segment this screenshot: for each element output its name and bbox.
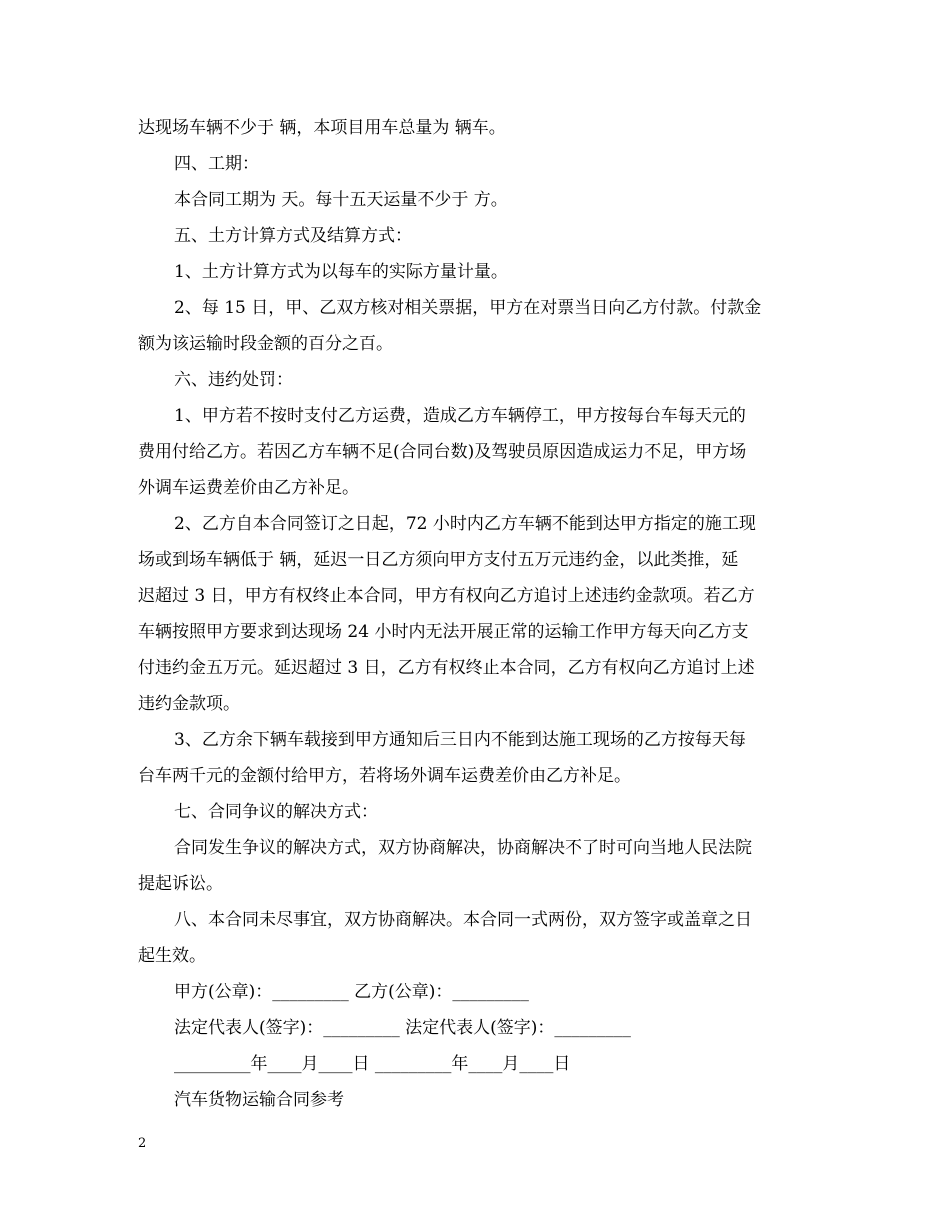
page-number: 2: [138, 1136, 147, 1151]
text-line-13: 场或到场车辆低于 辆，延迟一日乙方须向甲方支付五万元违约金，以此类推，延: [138, 550, 739, 570]
text-line-14: 迟超过 3 日，甲方有权终止本合同，甲方有权向乙方追讨上述违约金款项。若乙方: [138, 586, 755, 606]
text-line-12: 2、乙方自本合同签订之日起，72 小时内乙方车辆不能到达甲方指定的施工现: [174, 514, 756, 534]
text-line-10: 费用付给乙方。若因乙方车辆不足(合同台数)及驾驶员原因造成运力不足，甲方场: [138, 442, 747, 462]
section-heading-dispute: 七、合同争议的解决方式：: [174, 802, 378, 822]
text-line-16: 付违约金五万元。延迟超过 3 日，乙方有权终止本合同，乙方有权向乙方追讨上述: [138, 658, 755, 678]
text-line-18: 3、乙方余下辆车载接到甲方通知后三日内不能到达施工现场的乙方按每天每: [174, 730, 746, 750]
signature-seal-line: 甲方(公章)：_________ 乙方(公章)：_________: [174, 982, 529, 1002]
text-line-1: 达现场车辆不少于 辆，本项目用车总量为 辆车。: [138, 118, 506, 138]
signature-representative-line: 法定代表人(签字)：_________ 法定代表人(签字)：_________: [174, 1018, 631, 1038]
text-line-21: 合同发生争议的解决方式，双方协商解决，协商解决不了时可向当地人民法院: [174, 838, 752, 858]
text-line-19: 台车两千元的金额付给甲方，若将场外调车运费差价由乙方补足。: [138, 766, 631, 786]
text-line-22: 提起诉讼。: [138, 874, 223, 894]
document-body: [138, 110, 810, 1118]
text-line-24: 起生效。: [138, 946, 206, 966]
text-line-15: 车辆按照甲方要求到达现场 24 小时内无法开展正常的运输工作甲方每天向乙方支: [138, 622, 749, 642]
text-line-5: 1、土方计算方式为以每车的实际方量计量。: [174, 262, 508, 282]
section-heading-misc: 八、本合同未尽事宜，双方协商解决。本合同一式两份，双方签字或盖章之日: [174, 910, 752, 930]
text-line-3: 本合同工期为 天。每十五天运量不少于 方。: [174, 190, 508, 210]
text-line-7: 额为该运输时段金额的百分之百。: [138, 334, 393, 354]
section-heading-schedule: 四、工期：: [174, 154, 259, 174]
section-heading-penalty: 六、违约处罚：: [174, 370, 293, 390]
next-title-line: 汽车货物运输合同参考: [174, 1090, 344, 1110]
text-line-6: 2、每 15 日，甲、乙双方核对相关票据，甲方在对票当日向乙方付款。付款金: [174, 298, 762, 318]
section-heading-calculation: 五、土方计算方式及结算方式：: [174, 226, 412, 246]
text-line-9: 1、甲方若不按时支付乙方运费，造成乙方车辆停工，甲方按每台车每天元的: [174, 406, 746, 426]
signature-date-line: _________年____月____日 _________年____月____日: [174, 1054, 571, 1074]
text-line-11: 外调车运费差价由乙方补足。: [138, 478, 359, 498]
text-line-17: 违约金款项。: [138, 694, 240, 714]
